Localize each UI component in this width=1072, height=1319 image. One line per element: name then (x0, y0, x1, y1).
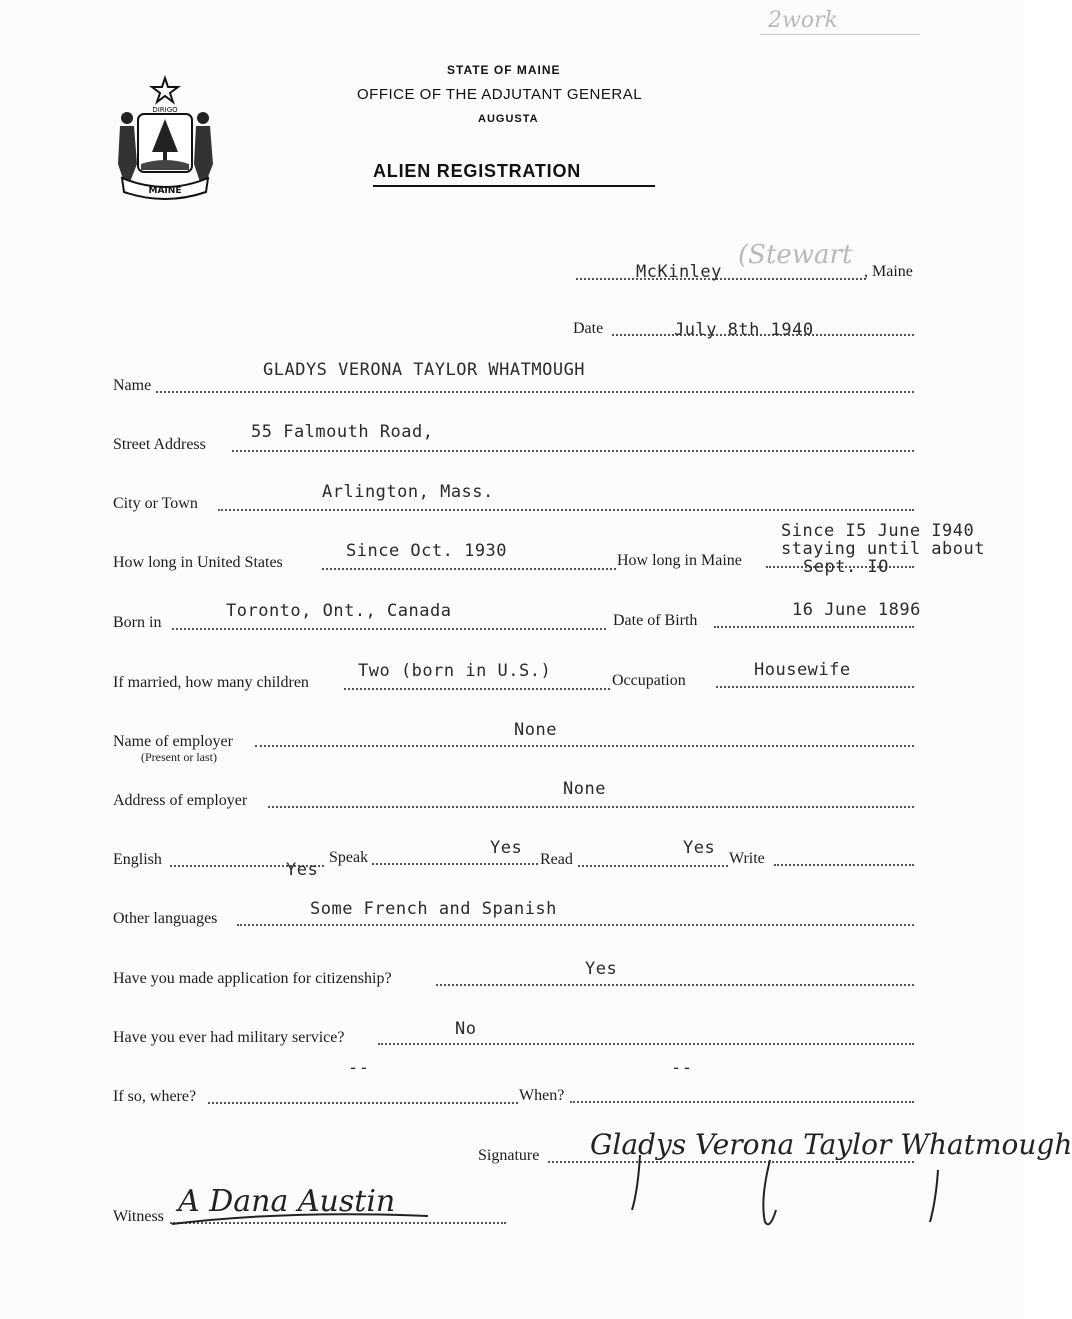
signature-label: Signature (478, 1147, 540, 1164)
speak-value: Yes (490, 838, 523, 858)
how-long-us-value: Since Oct. 1930 (346, 541, 508, 561)
town-annotation: (Stewart (738, 240, 853, 270)
dob-label: Date of Birth (613, 612, 698, 629)
employer-label: Name of employer (113, 733, 233, 750)
born-in-value: Toronto, Ont., Canada (226, 601, 452, 621)
name-value: GLADYS VERONA TAYLOR WHATMOUGH (263, 360, 586, 380)
employer-address-label: Address of employer (113, 792, 248, 809)
occupation-label: Occupation (612, 672, 686, 689)
how-long-maine-line3: Sept. IO (803, 557, 889, 577)
witness-label: Witness (113, 1208, 164, 1225)
maine-seal-icon (110, 74, 220, 204)
witness-signature: A Dana Austin (178, 1184, 396, 1219)
pencil-underline (760, 34, 920, 35)
when-label: When? (519, 1087, 565, 1104)
name-label: Name (113, 377, 152, 394)
occupation-value: Housewife (754, 660, 851, 680)
other-languages-label: Other languages (113, 910, 218, 927)
date-value: July 8th 1940 (674, 320, 814, 340)
date-label: Date (573, 320, 604, 337)
children-label: If married, how many children (113, 674, 309, 691)
dob-value: 16 June 1896 (792, 600, 921, 620)
state-label: , Maine (864, 263, 913, 280)
signature-flourish-icon (620, 1150, 960, 1235)
witness-underline-icon (168, 1200, 438, 1230)
svg-text:DIRIGO: DIRIGO (152, 106, 178, 114)
english-label: English (113, 851, 162, 868)
employer-sublabel: (Present or last) (141, 750, 217, 764)
city-label: City or Town (113, 495, 198, 512)
when-value: -- (671, 1058, 693, 1078)
street-value: 55 Falmouth Road, (251, 422, 434, 442)
military-value: No (455, 1019, 477, 1039)
header-office: OFFICE OF THE ADJUTANT GENERAL (357, 86, 643, 103)
citizenship-label: Have you made application for citizenship? (113, 970, 392, 987)
town-value: McKinley (636, 262, 722, 282)
seal-label: MAINE (148, 186, 182, 196)
military-label: Have you ever had military service? (113, 1029, 345, 1046)
how-long-maine-line2: staying until about (781, 539, 985, 559)
speak-label: Speak (329, 849, 369, 866)
write-label: Write (729, 850, 765, 867)
employer-value: None (514, 720, 557, 740)
employer-address-value: None (563, 779, 606, 799)
english-value: Yes (286, 860, 319, 880)
children-value: Two (born in U.S.) (358, 661, 552, 681)
where-value: -- (348, 1058, 370, 1078)
citizenship-value: Yes (585, 959, 618, 979)
header-state: STATE OF MAINE (447, 63, 561, 77)
how-long-us-label: How long in United States (113, 554, 283, 571)
header-city: AUGUSTA (478, 113, 539, 125)
other-languages-value: Some French and Spanish (310, 899, 557, 919)
street-label: Street Address (113, 436, 206, 453)
read-value: Yes (683, 838, 716, 858)
pencil-note: 2work (768, 8, 838, 33)
how-long-maine-line1: Since I5 June I940 (781, 521, 975, 541)
read-label: Read (540, 851, 573, 868)
how-long-maine-label: How long in Maine (617, 552, 742, 569)
page-title: ALIEN REGISTRATION (373, 161, 582, 181)
city-value: Arlington, Mass. (322, 482, 494, 502)
born-in-label: Born in (113, 614, 162, 631)
title-underline (373, 185, 655, 187)
where-label: If so, where? (113, 1088, 197, 1105)
signature-value: Gladys Verona Taylor Whatmough (590, 1128, 1072, 1161)
